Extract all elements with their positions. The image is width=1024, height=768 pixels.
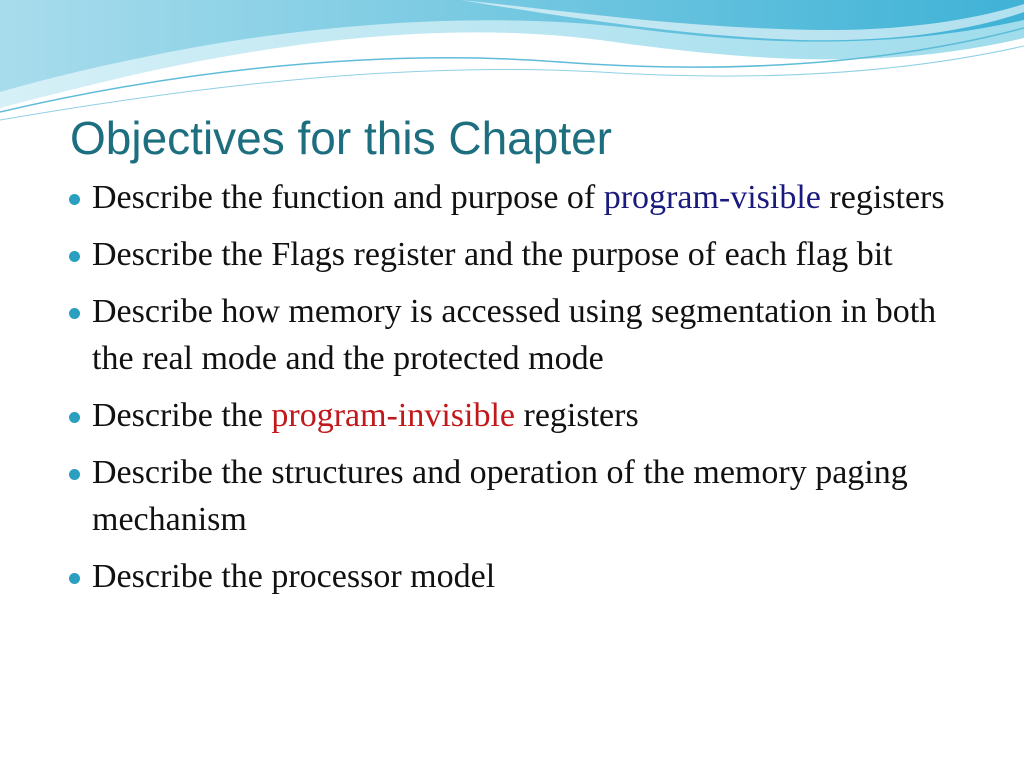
bullet-text-start: Describe the	[92, 397, 272, 434]
bullet-text: Describe the structures and operation of the memory paging mechanism	[92, 454, 908, 538]
bullet-text-end: registers	[515, 397, 639, 434]
bullet-item	[60, 174, 980, 221]
bullet-icon	[69, 412, 80, 423]
bullet-item	[60, 553, 980, 600]
bullet-list	[60, 174, 980, 610]
bullet-item	[60, 231, 980, 278]
bullet-text: Describe the Flags register and the purpose of each flag bit	[92, 236, 893, 273]
bullet-text: Describe the processor model	[92, 558, 496, 595]
bullet-icon	[69, 469, 80, 480]
highlight-term: program-invisible	[271, 397, 515, 434]
slide-title: Objectives for this Chapter	[70, 112, 613, 164]
bullet-item	[60, 449, 980, 543]
bullet-text-end: registers	[820, 179, 945, 216]
bullet-icon	[69, 194, 80, 205]
bullet-icon	[69, 308, 80, 319]
bullet-text-start: Describe the function and purpose of	[92, 179, 604, 216]
wave-decoration	[0, 0, 1024, 125]
bullet-icon	[69, 251, 80, 262]
highlight-term: program-visible	[603, 179, 821, 216]
bullet-text: Describe how memory is accessed using segmentation in both the real mode and the protected mode	[92, 293, 937, 377]
bullet-item	[60, 288, 980, 382]
bullet-icon	[69, 573, 80, 584]
bullet-item	[60, 392, 980, 439]
